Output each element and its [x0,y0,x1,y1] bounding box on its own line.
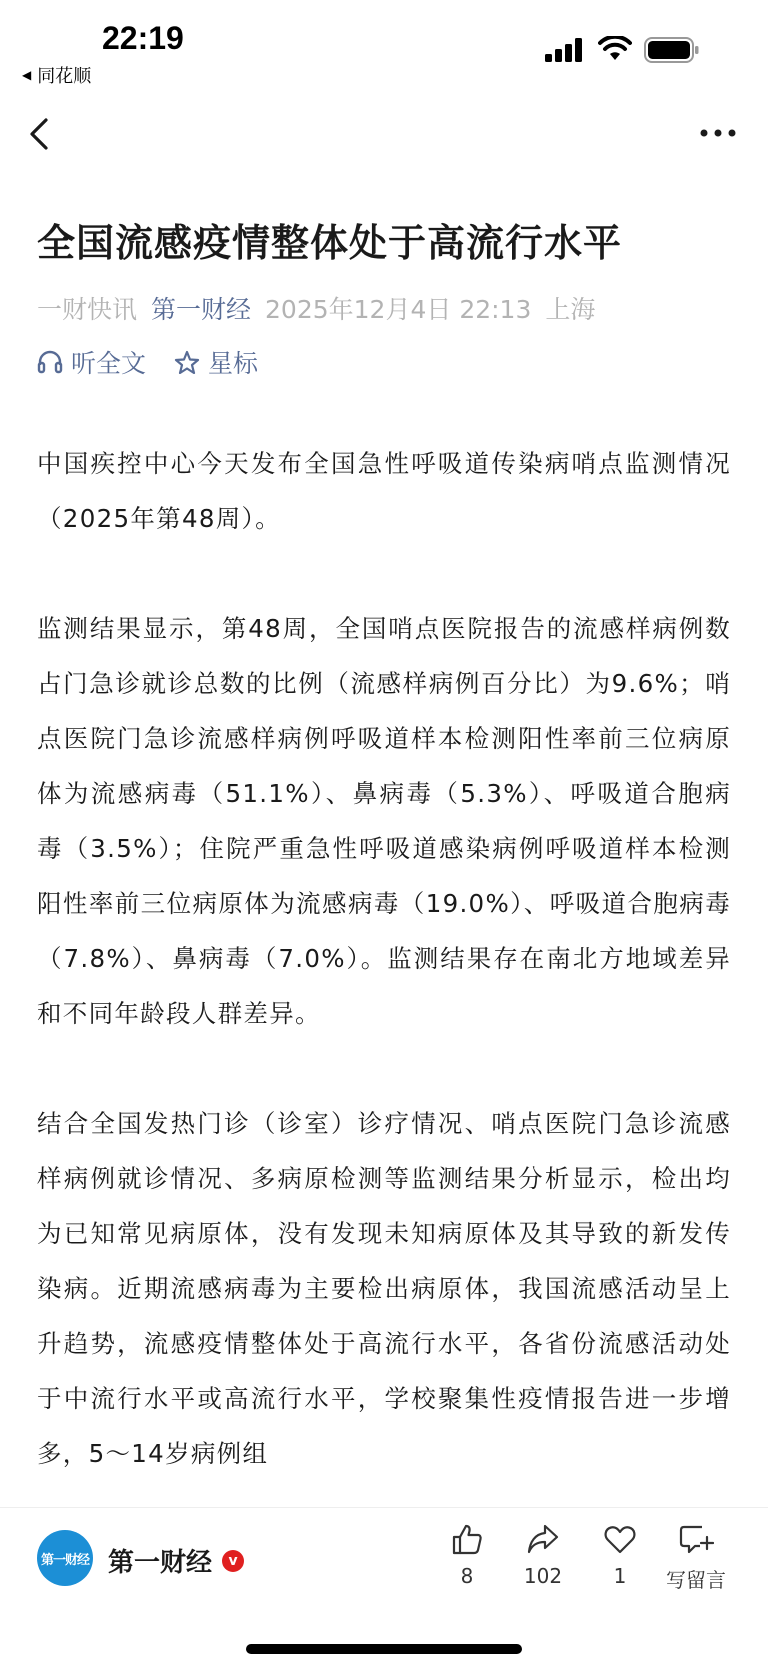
like-count: 8 [460,1564,474,1588]
article-actions [37,344,286,380]
article-location: 上海 [545,295,596,324]
favorite-count: 1 [613,1564,627,1588]
star-icon [174,350,200,374]
home-indicator[interactable] [246,1644,522,1654]
more-options-icon[interactable] [698,126,738,140]
article-date: 2025年12月4日 22:13 [265,295,532,324]
back-triangle-icon: ◀ [22,68,32,82]
account-name: 第一财经 [108,1548,213,1578]
star-button[interactable] [174,344,258,380]
back-app-label: 同花顺 [37,66,92,87]
like-button[interactable] [429,1522,505,1588]
favorite-button[interactable] [582,1522,658,1588]
write-comment-label: 写留言 [666,1568,726,1592]
article-paragraph: 中国疾控中心今天发布全国急性呼吸道传染病哨点监测情况（2025年第48周）。 [37,449,731,533]
heart-icon [603,1522,637,1556]
wifi-icon [598,36,632,62]
headphones-icon [37,350,63,374]
comment-plus-icon [678,1522,714,1556]
article-meta [37,290,737,326]
status-bar [0,0,768,92]
bottom-bar [0,1507,768,1666]
account-name-link[interactable] [108,1542,244,1579]
listen-label: 听全文 [71,349,147,378]
article-paragraph: 监测结果显示，第48周，全国哨点医院报告的流感样病例数占门急诊就诊总数的比例（流感样病例百分比）为9.6%；哨点医院门急诊流感样病例呼吸道样本检测阳性率前三位病原体为流感病毒（51.1%）、鼻病毒（5.3%）、呼吸道合胞病毒（3.5%）；住院严重急性呼吸道感染病例呼吸道样本检测阳性率前三位病原体为流感病毒（19.0%）、呼吸道合胞病毒（7.8%）、鼻病毒（7.0%）。监测结果存在南北方地域差异和不同年龄段人群差异。 [37,614,731,1028]
article-column: 一财快讯 [37,295,138,324]
share-arrow-icon [526,1522,560,1556]
back-chevron-icon[interactable] [26,116,56,152]
cellular-signal-icon [545,38,585,62]
listen-button[interactable] [37,344,146,380]
share-button[interactable] [505,1522,581,1588]
article-paragraph: 结合全国发热门诊（诊室）诊疗情况、哨点医院门急诊流感样病例就诊情况、多病原检测等监测结果分析显示，检出均为已知常见病原体，没有发现未知病原体及其导致的新发传染病。近期流感病毒为主要检出病原体，我国流感活动呈上升趋势，流感疫情整体处于高流行水平，各省份流感活动处于中流行水平或高流行水平，学校聚集性疫情报告进一步增多，5～14岁病例组 [37,1109,731,1468]
back-to-app-link[interactable] [22,62,91,88]
battery-icon [644,37,700,63]
share-count: 102 [523,1564,563,1588]
verified-badge-icon: v [222,1550,244,1572]
article-body [37,436,731,1536]
write-comment-button[interactable] [658,1522,734,1593]
thumbs-up-icon [450,1522,484,1556]
star-label: 星标 [208,349,259,378]
status-time: 22:19 [102,20,184,56]
account-logo[interactable]: 第一财经 [37,1530,93,1586]
article-title: 全国流感疫情整体处于高流行水平 [37,221,623,265]
article-source-link[interactable]: 第一财经 [151,295,252,324]
